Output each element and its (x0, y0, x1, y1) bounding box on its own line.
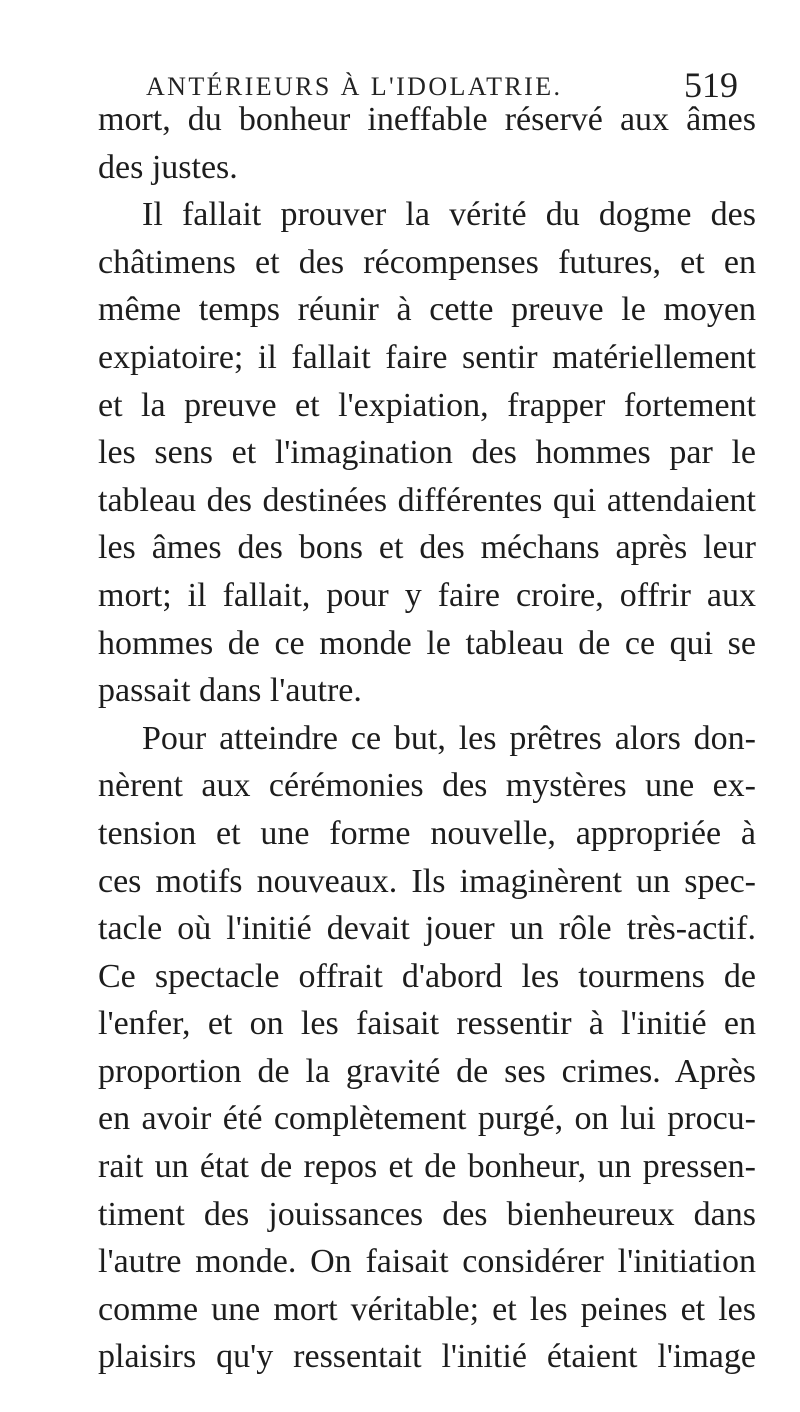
text-line: les sens et l'imagination des hommes par le (98, 434, 756, 472)
running-title: ANTÉRIEURS À L'IDOLATRIE. (146, 72, 563, 101)
text-line: des justes. (98, 148, 238, 186)
paragraph-start-line: Pour atteindre ce but, les prêtres alors don- (142, 719, 756, 757)
text-line: Ce spectacle offrait d'abord les tourmens de (98, 957, 756, 995)
text-line: rait un état de repos et de bonheur, un pressen- (98, 1148, 756, 1186)
text-line: proportion de la gravité de ses crimes. Après (98, 1052, 756, 1090)
text-line: plaisirs qu'y ressentait l'initié étaient l'image (98, 1338, 756, 1376)
text-line: châtimens et des récompenses futures, et en (98, 243, 756, 281)
text-line: même temps réunir à cette preuve le moyen (98, 291, 756, 329)
text-line: tableau des destinées différentes qui attendaient (98, 481, 756, 519)
text-line: ces motifs nouveaux. Ils imaginèrent un spec- (98, 862, 756, 900)
text-line: passait dans l'autre. (98, 672, 362, 710)
text-line: tension et une forme nouvelle, appropriée à (98, 814, 756, 852)
text-line: et la preuve et l'expiation, frapper fortement (98, 386, 756, 424)
text-line: l'enfer, et on les faisait ressentir à l'initié en (98, 1005, 756, 1043)
text-line: comme une mort véritable; et les peines et les (98, 1290, 756, 1328)
body-text (98, 96, 756, 1381)
text-line: en avoir été complètement purgé, on lui procu- (98, 1100, 756, 1138)
paragraph-start-line: Il fallait prouver la vérité du dogme des (142, 196, 756, 234)
text-line: les âmes des bons et des méchans après leur (98, 529, 756, 567)
text-line: nèrent aux cérémonies des mystères une ex- (98, 767, 756, 805)
text-line: mort, du bonheur ineffable réservé aux âmes (98, 101, 756, 138)
text-line: l'autre monde. On faisait considérer l'initiation (98, 1243, 756, 1281)
page-number: 519 (684, 65, 738, 105)
text-line: mort; il fallait, pour y faire croire, offrir aux (98, 576, 756, 614)
text-line: hommes de ce monde le tableau de ce qui se (98, 624, 756, 662)
text-line: expiatoire; il fallait faire sentir matériellement (98, 338, 756, 376)
text-line: timent des jouissances des bienheureux dans (98, 1195, 756, 1233)
text-line: tacle où l'initié devait jouer un rôle très-actif. (98, 910, 756, 948)
